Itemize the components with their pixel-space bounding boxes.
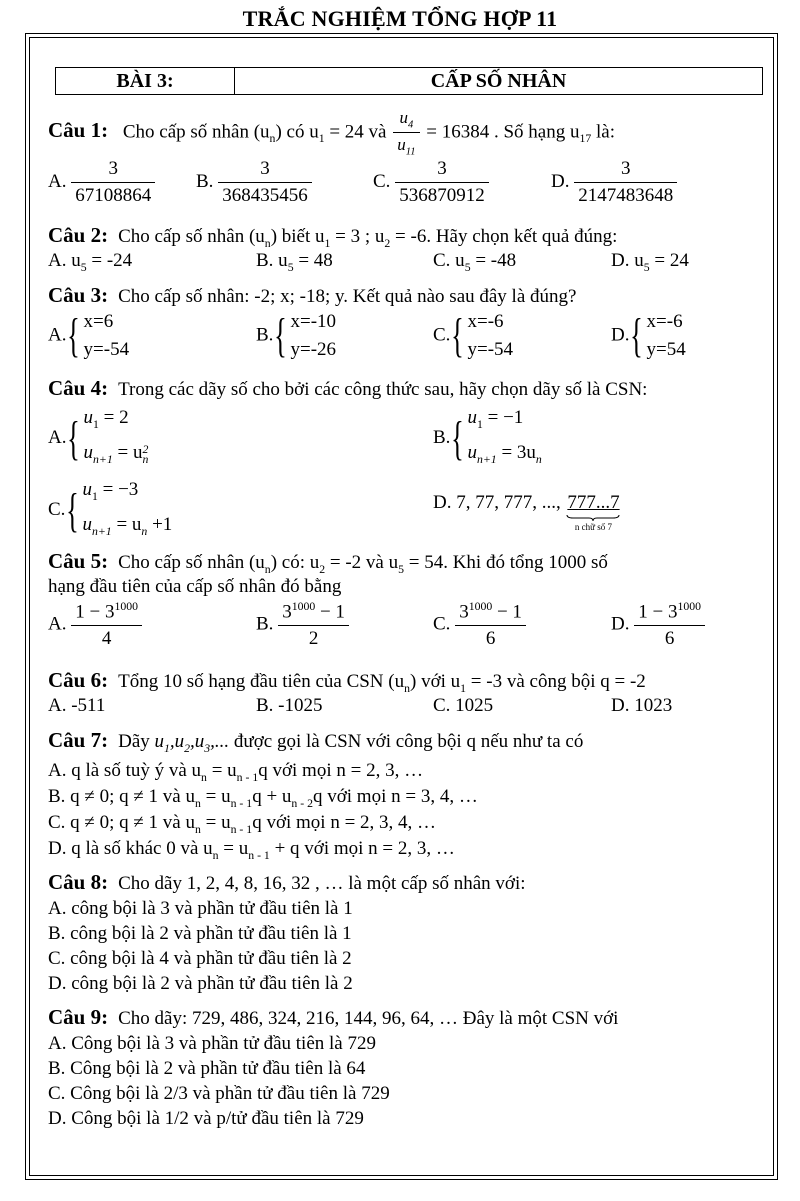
option-a: A. $u_5 = -24$ bbox=[48, 250, 133, 274]
option-c: C. $\frac{3}{536870912}$ bbox=[373, 158, 489, 207]
question-8: Câu 8: Cho dãy 1, 2, 4, 8, 16, 32 , … là một cấp số nhân với: bbox=[48, 870, 526, 894]
lesson-number: BÀI 3: bbox=[56, 68, 235, 94]
option-b: B. $u_5 = 48$ bbox=[256, 250, 333, 274]
option-c: C. $\frac{3^{1000} - 1}{6}$ bbox=[433, 600, 526, 650]
option-d: D. { x=-6 y=54 bbox=[611, 309, 686, 362]
underbrace-icon bbox=[565, 514, 621, 522]
option-d: D. Công bội là 1/2 và p/tử đầu tiên là 729 bbox=[48, 1108, 364, 1129]
question-3: Câu 3: Cho cấp số nhân: -2; x; -18; y. Kết quả nào sau đây là đúng? bbox=[48, 283, 577, 307]
option-c: C. { x=-6 y=-54 bbox=[433, 309, 514, 362]
option-b: B. -1025 bbox=[256, 695, 323, 716]
option-a: A. $\frac{3}{67108864}$ bbox=[48, 158, 155, 207]
question-1: Câu 1: Cho cấp số nhân $(u_n)$ có $u_1 = 24$ và $\frac{u_4}{u_{11}}$ = 16384 . Số hạng $u_{17}$ là: bbox=[48, 108, 615, 158]
question-5: Câu 5: Cho cấp số nhân $(u_n)$ có: $u_2 = -2$ và $u_5 = 54$. Khi đó tổng 1000 số bbox=[48, 549, 608, 576]
option-c: C. { $u_1 = -3$ $u_{n+1} = u_n +1$ bbox=[48, 479, 173, 538]
question-9: Câu 9: Cho dãy: 729, 486, 324, 216, 144, 96, 64, … Đây là một CSN với bbox=[48, 1005, 619, 1029]
option-d: D. 7, 77, 777, ..., 777...7 n chữ số 7 bbox=[433, 492, 620, 532]
option-c: C. công bội là 4 và phần tử đầu tiên là 2 bbox=[48, 948, 352, 969]
option-a: A. Công bội là 3 và phần tử đầu tiên là 729 bbox=[48, 1033, 376, 1054]
option-a: A. công bội là 3 và phần tử đầu tiên là 1 bbox=[48, 898, 353, 919]
option-b: B. $\frac{3}{368435456}$ bbox=[196, 158, 312, 207]
option-b: B. $\frac{3^{1000} - 1}{2}$ bbox=[256, 600, 349, 650]
option-b: B. { x=-10 y=-26 bbox=[256, 309, 337, 362]
option-b: B. Công bội là 2 và phần tử đầu tiên là 64 bbox=[48, 1058, 366, 1079]
option-d: D. $u_5 = 24$ bbox=[611, 250, 689, 274]
option-c: C. q ≠ 0; q ≠ 1 và $u_n = u_{n - 1}q$ với mọi n = 2, 3, 4, … bbox=[48, 812, 437, 836]
option-d: D. $\frac{3}{2147483648}$ bbox=[551, 158, 677, 207]
option-c: C. 1025 bbox=[433, 695, 494, 716]
option-a: A. $\frac{1 - 3^{1000}}{4}$ bbox=[48, 600, 142, 650]
option-b: B. q ≠ 0; q ≠ 1 và $u_n = u_{n - 1}q + u_{n - 2}q$ với mọi n = 3, 4, … bbox=[48, 786, 478, 810]
lesson-topic: CẤP SỐ NHÂN bbox=[430, 69, 567, 92]
lesson-header bbox=[55, 67, 763, 95]
question-6: Câu 6: Tổng 10 số hạng đầu tiên của CSN $(u_n)$ với $u_1 = -3$ và công bội q = -2 bbox=[48, 668, 646, 695]
page-title: TRẮC NGHIỆM TỔNG HỢP 11 bbox=[242, 6, 558, 31]
option-d: D. q là số khác 0 và $u_n = u_{n - 1} + q$ với mọi n = 2, 3, … bbox=[48, 838, 455, 862]
option-c: C. Công bội là 2/3 và phần tử đầu tiên là 729 bbox=[48, 1083, 390, 1104]
option-d: D. 1023 bbox=[611, 695, 673, 716]
option-a: A. q là số tuỳ ý và $u_n = u_{n - 1}q$ với mọi n = 2, 3, … bbox=[48, 760, 424, 784]
option-a: A. { x=6 y=-54 bbox=[48, 309, 130, 362]
question-7: Câu 7: Dãy $u_1,u_2,u_3$,... được gọi là CSN với công bội q nếu như ta có bbox=[48, 728, 584, 755]
option-a: A. { $u_1 = 2$ $u_{n+1} = u$ 2 $_n$ bbox=[48, 407, 149, 466]
question-4: Câu 4: Trong các dãy số cho bởi các công thức sau, hãy chọn dãy số là CSN: bbox=[48, 376, 648, 400]
question-2: Câu 2: Cho cấp số nhân $(u_n)$ biết $u_1 = 3$ ; $u_2 = -6$. Hãy chọn kết quả đúng: bbox=[48, 223, 618, 250]
option-c: C. $u_5 = -48$ bbox=[433, 250, 517, 274]
option-a: A. -511 bbox=[48, 695, 106, 716]
option-d: D. $\frac{1 - 3^{1000}}{6}$ bbox=[611, 600, 705, 650]
option-b: B. công bội là 2 và phần tử đầu tiên là 1 bbox=[48, 923, 352, 944]
ratio-fraction: $\frac{u_4}{u_{11}}$ bbox=[393, 108, 419, 158]
question-label: Câu 1: bbox=[48, 118, 109, 143]
option-b: B. { $u_1 = -1$ $u_{n+1} = 3u_n$ bbox=[433, 407, 542, 466]
option-d: D. công bội là 2 và phần tử đầu tiên là 2 bbox=[48, 973, 353, 994]
